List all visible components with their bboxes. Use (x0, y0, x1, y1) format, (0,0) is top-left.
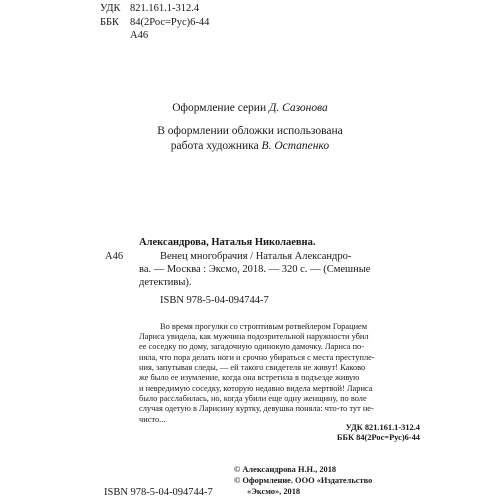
bbk-row (100, 17, 300, 30)
udk-label: УДК (100, 3, 121, 14)
isbn-entry: ISBN 978-5-04-094744-7 (160, 295, 269, 306)
bbk-value: 84(2Рос=Рус)6-44 (130, 17, 210, 28)
abstract-line-9: случая одетую в Ларисину куртку, девушка поняла: что-то тут не- (139, 404, 374, 413)
copyright-line-2: © Оформление. ООО «Издательство (234, 476, 373, 485)
footer-udk: УДК 821.161.1-312.4 (345, 423, 420, 432)
copyright-line-3: «Эксмо», 2018 (247, 487, 301, 496)
cover-credit-line1: В оформлении обложки использована (157, 125, 343, 137)
description-line-2: ва. — Москва : Эксмо, 2018. — 320 с. — (Смешные (139, 264, 371, 275)
abstract-line-10: чисто... (139, 415, 166, 424)
series-design-credit (0, 102, 500, 114)
author-sign-top: А46 (130, 30, 149, 41)
series-design-prefix: Оформление серии (172, 102, 269, 114)
abstract-line-7: и невредимую соседку, которую недавно видела мертвой! Лариса (139, 384, 373, 393)
copyright-line-1: © Александрова Н.Н., 2018 (234, 465, 337, 474)
abstract-line-1: Во время прогулки со строптивым ротвейлером Горацием (160, 322, 368, 331)
isbn-footer: ISBN 978-5-04-094744-7 (104, 487, 213, 498)
cover-artist-name: В. Остапенко (261, 140, 330, 152)
abstract-line-6: же было ее изумление, когда она встретила в подъезде живую (139, 373, 360, 382)
abstract-line-5: ния, запутывая следы, — ей такого свидетеля не живут! Каково (139, 363, 366, 372)
cover-credit-line2 (0, 140, 500, 152)
footer-bbk: ББК 84(2Рос=Рус)6-44 (336, 433, 420, 442)
cover-credit-prefix: работа художника (170, 140, 262, 152)
udk-row (100, 3, 300, 16)
description-line-3: детективы). (139, 277, 192, 288)
abstract-line-4: няла, что пора делать ноги и срочно убираться с места преступле- (139, 353, 375, 362)
author-heading: Александрова, Наталья Николаевна. (139, 237, 316, 248)
bbk-label: ББК (100, 17, 120, 28)
author-sign: А46 (105, 251, 124, 262)
udk-value: 821.161.1-312.4 (130, 3, 200, 14)
abstract-line-2: Лариса увидела, как мужчина подозрительной наружности убил (139, 332, 369, 341)
abstract-line-3: ее соседку по дому, загадочную одинокую дамочку. Лариса по- (139, 342, 365, 351)
description-line-1: Венец многобрачия / Наталья Александро- (160, 251, 352, 262)
series-designer-name: Д. Сазонова (269, 102, 328, 114)
abstract-line-8: было расслабилась, но, когда убили еще одну женщину, по воле (139, 394, 367, 403)
